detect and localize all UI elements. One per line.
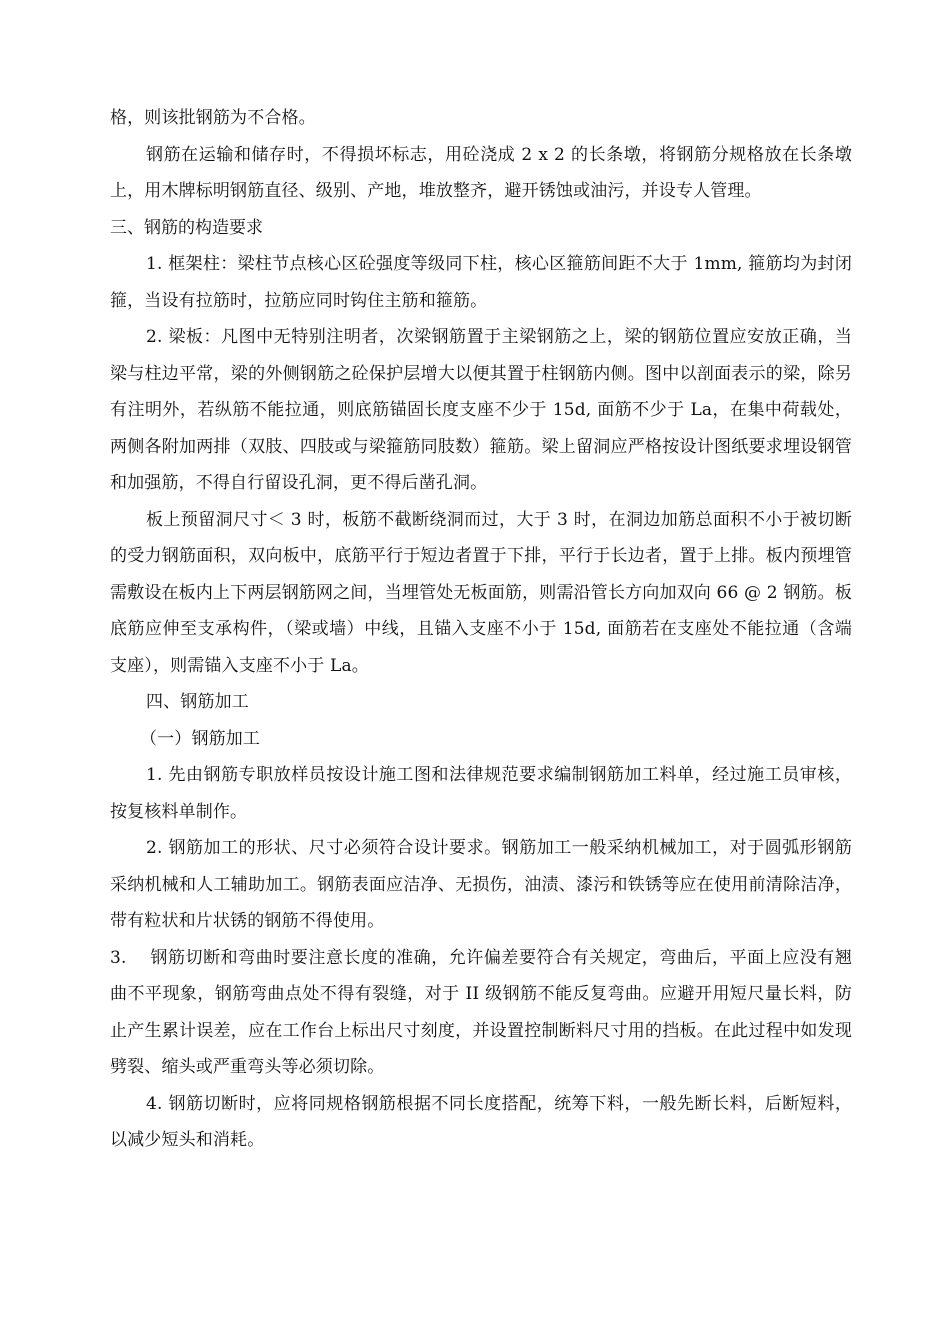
paragraph-beam-slab: 2. 梁板：凡图中无特别注明者，次梁钢筋置于主梁钢筋之上，梁的钢筋位置应安放正确，当梁与柱边平常，梁的外侧钢筋之砼保护层增大以便其置于柱钢筋内侧。图中以剖面表示的梁，除另有注明外，若纵筋不能拉通，则底筋锚固长度支座不少于 15d, 面筋不少于 La，在集中荷载处，两侧各附加两排（双肢、四肢或与梁箍筋同肢数）箍筋。梁上留洞应严格按设计图纸要求埋设钢管和加强筋，不得自行留设孔洞，更不得后凿孔洞。 (110, 327, 852, 493)
paragraph-processing-1: 1. 先由钢筋专职放样员按设计施工图和法律规范要求编制钢筋加工料单，经过施工员审核，按复核料单制作。 (110, 765, 852, 822)
paragraph-storage: 钢筋在运输和储存时，不得损坏标志，用砼浇成 2 x 2 的长条墩，将钢筋分规格放在长条墩上，用木牌标明钢筋直径、级别、产地，堆放整齐，避开锈蚀或油污，并设专人管理。 (110, 144, 852, 201)
paragraph-slab-openings: 板上预留洞尺寸＜ 3 时，板筋不截断绕洞而过，大于 3 时，在洞边加筋总面积不小于被切断的受力钢筋面积，双向板中，底筋平行于短边者置于下排，平行于长边者，置于上排。板内预埋管需敷设在板内上下两层钢筋网之间，当埋管处无板面筋，则需沿管长方向加双向 66 @ 2 钢筋。板底筋应伸至支承构件，（梁或墙）中线，且锚入支座不小于 15d, 面筋若在支座处不能拉通（含端支座），则需锚入支座不小于 La。 (110, 509, 852, 676)
document-page (110, 100, 852, 1159)
paragraph-continuation: 格，则该批钢筋为不合格。 (110, 108, 316, 128)
section-heading-3: 三、钢筋的构造要求 (110, 217, 263, 238)
paragraph-processing-3: 3. 钢筋切断和弯曲时要注意长度的准确，允许偏差要符合有关规定，弯曲后，平面上应没有翘曲不平现象，钢筋弯曲点处不得有裂缝，对于 II 级钢筋不能反复弯曲。应避开用短尺量长料，防止产生累计误差，应在工作台上标出尺寸刻度，并设置控制断料尺寸用的挡板。在此过程中如发现劈裂、缩头或严重弯头等必须切除。 (110, 947, 852, 1077)
section-heading-4: 四、钢筋加工 (146, 692, 249, 712)
paragraph-processing-2: 2. 钢筋加工的形状、尺寸必须符合设计要求。钢筋加工一般采纳机械加工，对于圆弧形钢筋采纳机械和人工辅助加工。钢筋表面应洁净、无损伤，油渍、漆污和铁锈等应在使用前清除洁净，带有粒状和片状锈的钢筋不得使用。 (110, 838, 852, 931)
paragraph-processing-4: 4. 钢筋切断时，应将同规格钢筋根据不同长度搭配，统筹下料，一般先断长料，后断短料，以减少短头和消耗。 (110, 1093, 852, 1150)
paragraph-frame-column: 1. 框架柱：梁柱节点核心区砼强度等级同下柱，核心区箍筋间距不大于 1mm, 箍筋均为封闭箍，当设有拉筋时，拉筋应同时钩住主筋和箍筋。 (110, 254, 852, 311)
subsection-heading-1: （一）钢筋加工 (140, 728, 261, 749)
